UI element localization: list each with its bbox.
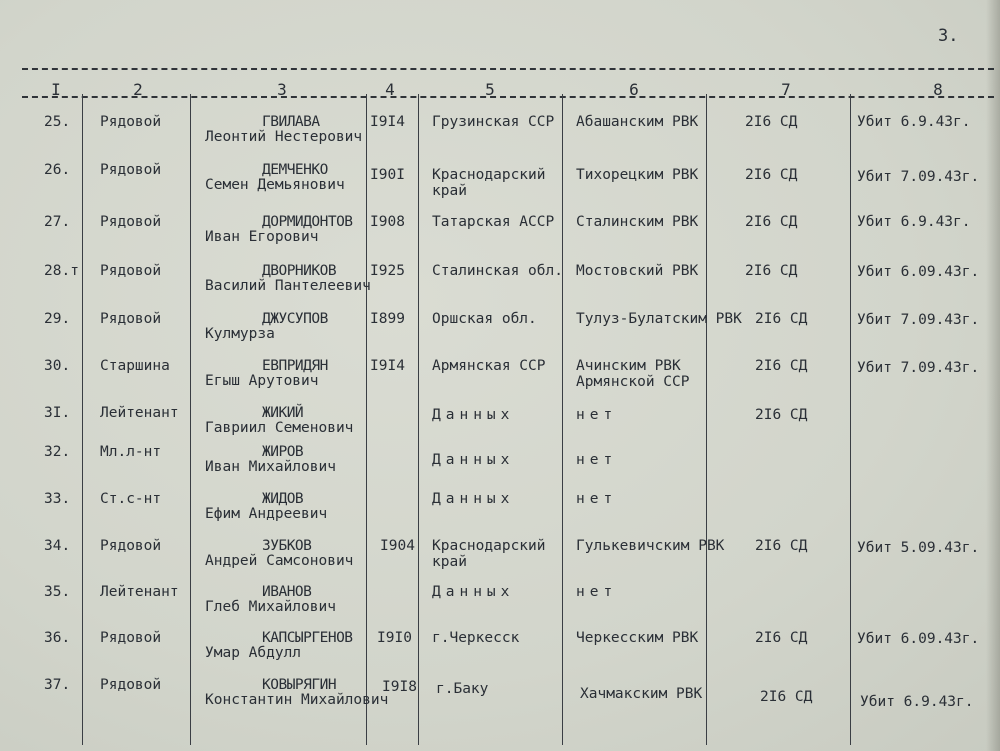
unit: 2I6 СД	[755, 630, 808, 646]
unit: 2I6 СД	[745, 263, 798, 279]
fate: Убит 6.09.43г.	[857, 264, 980, 280]
row-number: 27.	[44, 214, 71, 230]
unit: 2I6 СД	[755, 538, 808, 554]
surname: ЕВПРИДЯН	[262, 358, 328, 374]
col-header-8: 8	[933, 80, 943, 99]
birthplace: Оршская обл.	[432, 311, 537, 327]
birthplace: Данных	[432, 452, 515, 468]
row-number: 35.	[44, 584, 71, 600]
rank: Ст.с-нт	[100, 491, 162, 507]
row-number: 36.	[44, 630, 71, 646]
unit: 2I6 СД	[745, 214, 798, 230]
birth-year: I9I0	[377, 630, 412, 646]
page-number: 3.	[938, 26, 959, 46]
draft-office: Мостовский РВК	[576, 263, 699, 279]
given-names: Ефим Андреевич	[205, 506, 328, 522]
given-names: Василий Пантелеевич	[205, 278, 371, 294]
column-rule	[190, 94, 191, 745]
birthplace: Данных	[432, 407, 515, 423]
draft-office: Ачинским РВК	[576, 358, 681, 374]
rank: Рядовой	[100, 114, 162, 130]
birthplace: Данных	[432, 584, 515, 600]
birth-year: I90I	[370, 167, 405, 183]
col-header-3: 3	[277, 80, 287, 99]
fate: Убит 7.09.43г.	[857, 169, 980, 185]
birth-year: I9I8	[382, 679, 417, 695]
rank: Лейтенант	[100, 405, 179, 421]
birthplace: Краснодарский	[432, 538, 546, 554]
column-rule	[706, 94, 707, 745]
rank: Мл.л-нт	[100, 444, 162, 460]
birth-year: I9I4	[370, 358, 405, 374]
draft-office-line2: Армянской ССР	[576, 374, 690, 390]
birthplace: Данных	[432, 491, 515, 507]
rank: Рядовой	[100, 263, 162, 279]
draft-office: Абашанским РВК	[576, 114, 699, 130]
rank: Рядовой	[100, 162, 162, 178]
birthplace: Татарская АССР	[432, 214, 555, 230]
row-number: 28.т	[44, 263, 79, 279]
draft-office: Тихорецким РВК	[576, 167, 699, 183]
col-header-2: 2	[133, 80, 143, 99]
given-names: Глеб Михайлович	[205, 599, 336, 615]
unit: 2I6 СД	[755, 358, 808, 374]
column-rule	[562, 94, 563, 745]
surname: КОВЫРЯГИН	[262, 677, 337, 693]
unit: 2I6 СД	[760, 689, 813, 705]
birthplace: Краснодарский	[432, 167, 546, 183]
unit: 2I6 СД	[745, 167, 798, 183]
row-number: 26.	[44, 162, 71, 178]
unit: 2I6 СД	[755, 407, 808, 423]
unit: 2I6 СД	[755, 311, 808, 327]
birth-year: I899	[370, 311, 405, 327]
birthplace: Грузинская ССР	[432, 114, 555, 130]
given-names: Константин Михайлович	[205, 692, 389, 708]
rank: Рядовой	[100, 214, 162, 230]
surname: ЗУБКОВ	[262, 538, 312, 554]
rank: Лейтенант	[100, 584, 179, 600]
birthplace-line2: край	[432, 183, 467, 199]
given-names: Егыш Арутович	[205, 373, 319, 389]
fate: Убит 5.09.43г.	[857, 540, 980, 556]
birthplace: г.Баку	[436, 681, 489, 697]
rank: Рядовой	[100, 677, 162, 693]
fate: Убит 7.09.43г.	[857, 360, 980, 376]
draft-office: нет	[576, 584, 618, 600]
row-number: 34.	[44, 538, 71, 554]
surname: ДЕМЧЕНКО	[262, 162, 328, 178]
given-names: Гавриил Семенович	[205, 420, 354, 436]
unit: 2I6 СД	[745, 114, 798, 130]
row-number: 3I.	[44, 405, 71, 421]
surname: ЖИРОВ	[262, 444, 304, 460]
rank: Старшина	[100, 358, 170, 374]
draft-office: нет	[576, 407, 618, 423]
header-top-rule	[22, 68, 994, 70]
draft-office: Гулькевичским РВК	[576, 538, 725, 554]
draft-office: Тулуз-Булатским РВК	[576, 311, 742, 327]
row-number: 37.	[44, 677, 71, 693]
col-header-4: 4	[385, 80, 395, 99]
given-names: Андрей Самсонович	[205, 553, 354, 569]
surname: ГВИЛАВА	[262, 114, 320, 130]
birthplace: г.Черкесск	[432, 630, 520, 646]
birth-year: I9I4	[370, 114, 405, 130]
rank: Рядовой	[100, 630, 162, 646]
row-number: 33.	[44, 491, 71, 507]
column-rule	[366, 94, 367, 745]
col-header-6: 6	[629, 80, 639, 99]
given-names: Умар Абдулл	[205, 645, 302, 661]
given-names: Иван Михайлович	[205, 459, 336, 475]
row-number: 29.	[44, 311, 71, 327]
surname: ДЖУСУПОВ	[262, 311, 328, 327]
draft-office: Хачмакским РВК	[580, 686, 703, 702]
birthplace: Сталинская обл.	[432, 263, 563, 279]
given-names: Кулмурза	[205, 326, 275, 342]
row-number: 32.	[44, 444, 71, 460]
given-names: Семен Демьянович	[205, 177, 345, 193]
surname: КАПСЫРГЕНОВ	[262, 630, 353, 646]
fate: Убит 6.9.43г.	[857, 114, 971, 130]
given-names: Леонтий Нестерович	[205, 129, 363, 145]
column-rule	[418, 94, 419, 745]
rank: Рядовой	[100, 311, 162, 327]
row-number: 25.	[44, 114, 71, 130]
surname: ЖИКИЙ	[262, 405, 304, 421]
surname: ДВОРНИКОВ	[262, 263, 337, 279]
draft-office: нет	[576, 491, 618, 507]
column-rule	[850, 94, 851, 745]
col-header-7: 7	[781, 80, 791, 99]
fate: Убит 6.09.43г.	[857, 631, 980, 647]
draft-office: Сталинским РВК	[576, 214, 699, 230]
col-header-1: I	[51, 80, 61, 99]
surname: ДОРМИДОНТОВ	[262, 214, 353, 230]
surname: ЖИДОВ	[262, 491, 304, 507]
birthplace-line2: край	[432, 554, 467, 570]
fate: Убит 6.9.43г.	[860, 694, 974, 710]
fate: Убит 6.9.43г.	[857, 214, 971, 230]
draft-office: Черкесским РВК	[576, 630, 699, 646]
surname: ИВАНОВ	[262, 584, 312, 600]
rank: Рядовой	[100, 538, 162, 554]
fate: Убит 7.09.43г.	[857, 312, 980, 328]
birth-year: I925	[370, 263, 405, 279]
row-number: 30.	[44, 358, 71, 374]
page-edge-shadow	[986, 0, 1000, 751]
birth-year: I904	[380, 538, 415, 554]
birth-year: I908	[370, 214, 405, 230]
birthplace: Армянская ССР	[432, 358, 546, 374]
given-names: Иван Егорович	[205, 229, 319, 245]
col-header-5: 5	[485, 80, 495, 99]
draft-office: нет	[576, 452, 618, 468]
